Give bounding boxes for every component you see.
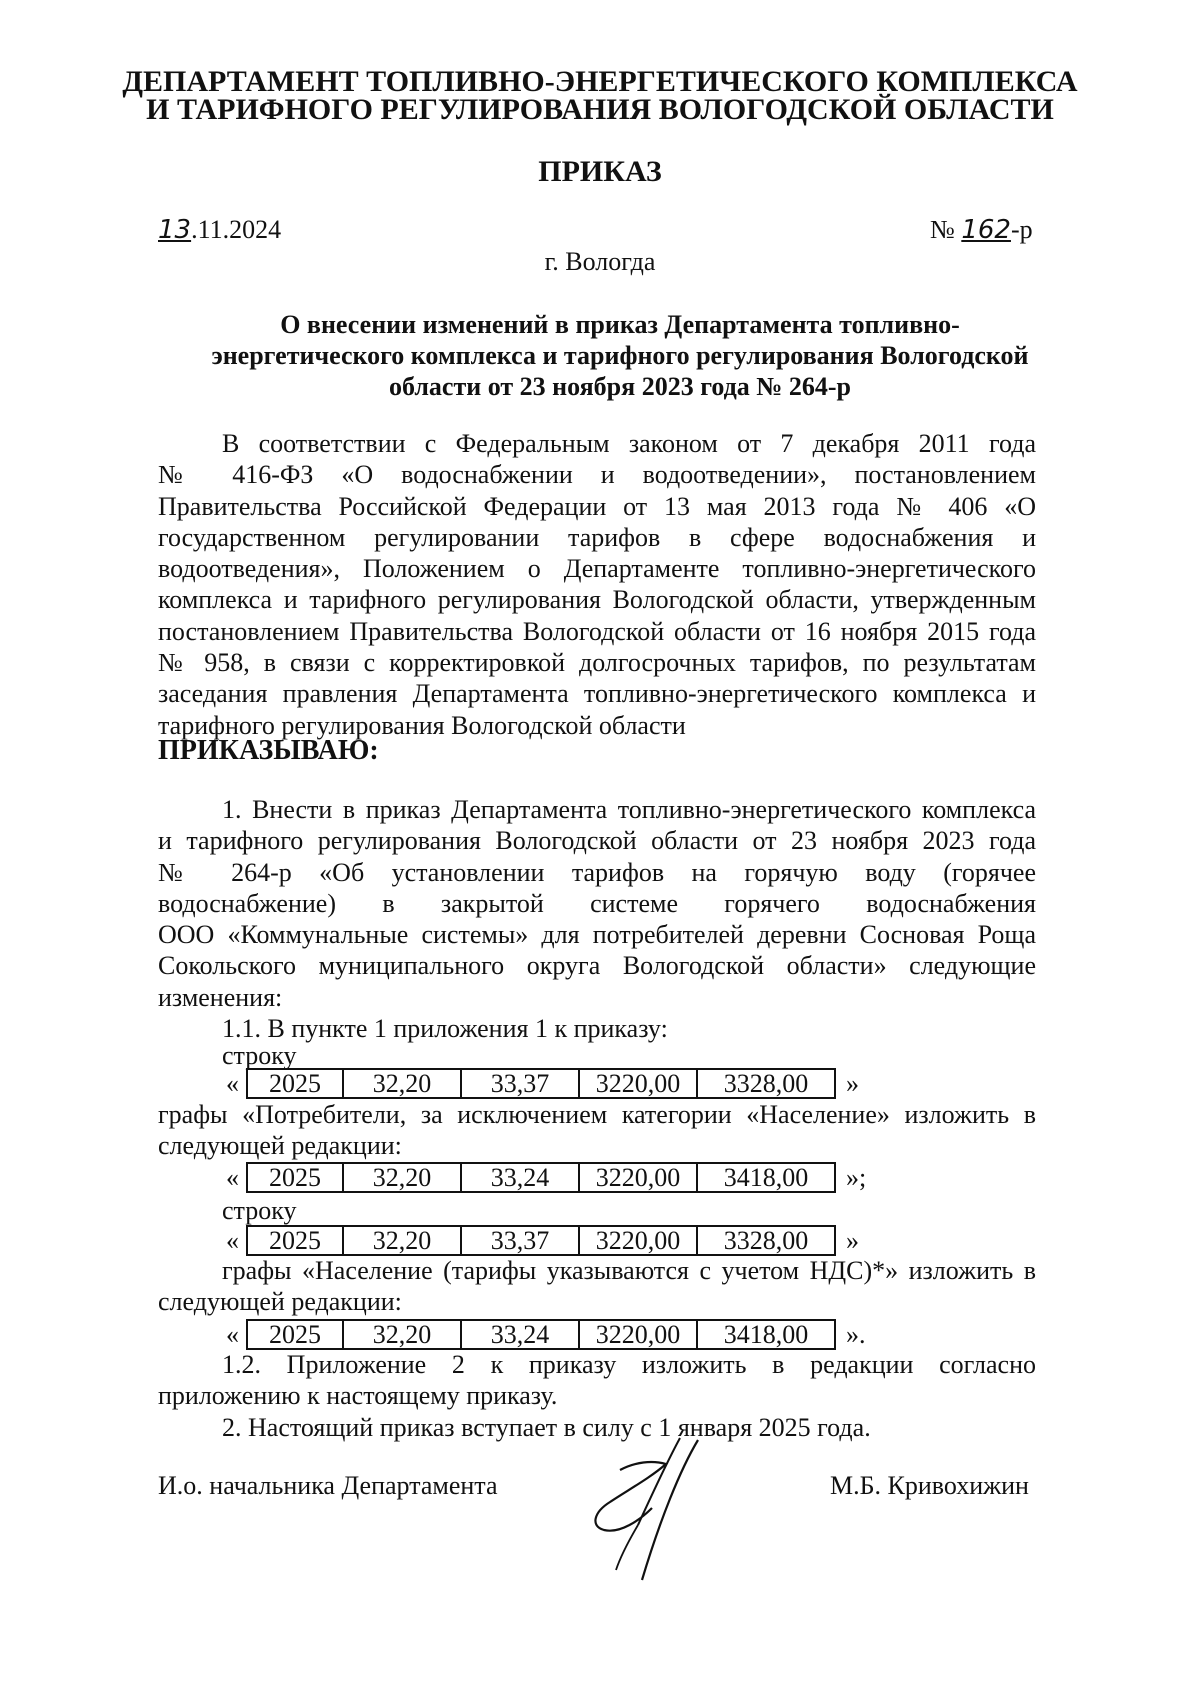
department-name-line1: ДЕПАРТАМЕНТ ТОПЛИВНО-ЭНЕРГЕТИЧЕСКОГО КОМПЛЕКСА — [122, 65, 1078, 98]
item-1 — [158, 794, 1036, 1044]
preamble — [158, 428, 1036, 741]
quote-close: » — [846, 1069, 859, 1098]
quote-close: ». — [846, 1320, 866, 1349]
item-line: водоснабжение) в закрытой системе горячего водоснабжения — [158, 888, 1036, 918]
cell-value: 3418,00 — [697, 1163, 835, 1192]
item-line: приложению к настоящему приказу. — [158, 1381, 558, 1411]
graph-line: графы «Население (тарифы указываются с учетом НДС)*» изложить в — [222, 1256, 1036, 1285]
quote-open: « — [226, 1069, 239, 1098]
cell-value: 32,20 — [343, 1226, 461, 1255]
cell-year: 2025 — [247, 1163, 343, 1192]
cell-year: 2025 — [247, 1320, 343, 1349]
tariff-row-old — [246, 1225, 836, 1256]
graph-line: следующей редакции: — [158, 1131, 402, 1161]
quote-close: » — [846, 1226, 859, 1255]
preamble-line: тарифного регулирования Вологодской области — [158, 710, 686, 740]
graph-line: графы «Потребители, за исключением категории «Население» изложить в — [158, 1100, 1036, 1129]
city: г. Вологда — [544, 247, 656, 276]
title-line1: О внесении изменений в приказ Департамента топливно- — [280, 310, 960, 339]
number-suffix: -р — [1010, 215, 1033, 244]
cell-year: 2025 — [247, 1226, 343, 1255]
signatory-name: М.Б. Кривохижин — [830, 1471, 1029, 1500]
preamble-line: комплекса и тарифного регулирования Вологодской области, утвержденным — [158, 585, 1036, 615]
preamble-line: В соответствии с Федеральным законом от 7 декабря 2011 года — [222, 429, 1036, 458]
tariff-row-new — [246, 1319, 836, 1350]
item-1-2 — [158, 1349, 1036, 1443]
date-rest: .11.2024 — [191, 215, 282, 244]
cell-value: 32,20 — [343, 1163, 461, 1192]
cell-value: 3220,00 — [579, 1069, 697, 1098]
item-line: 1.2. Приложение 2 к приказу изложить в редакции согласно — [222, 1350, 1036, 1379]
cell-value: 3220,00 — [579, 1320, 697, 1349]
preamble-line: Правительства Российской Федерации от 13 мая 2013 года № 406 «О — [158, 491, 1036, 521]
item-line: Сокольского муниципального округа Вологодской области» следующие — [158, 951, 1036, 981]
date-day-handwritten: 13 — [158, 215, 192, 245]
cell-value: 33,24 — [461, 1163, 579, 1192]
cell-value: 33,37 — [461, 1226, 579, 1255]
order-word: ПРИКАЗЫВАЮ: — [158, 735, 379, 766]
item-line: ООО «Коммунальные системы» для потребителей деревни Сосновая Роща — [158, 920, 1036, 950]
preamble-line: заседания правления Департамента топливно-энергетического комплекса и — [158, 679, 1036, 709]
cell-value: 3328,00 — [697, 1069, 835, 1098]
tariff-row-new — [246, 1162, 836, 1193]
quote-open: « — [226, 1226, 239, 1255]
number-prefix: № — [930, 215, 962, 244]
cell-value: 3328,00 — [697, 1226, 835, 1255]
item-line: № 264-р «Об установлении тарифов на горячую воду (горячее — [158, 857, 1036, 887]
cell-value: 3220,00 — [579, 1163, 697, 1192]
graph-2 — [158, 1255, 1036, 1318]
graph-line: следующей редакции: — [158, 1287, 402, 1317]
title-line3: области от 23 ноября 2023 года № 264-р — [388, 372, 852, 401]
preamble-line: водоотведения», Положением о Департаменте топливно-энергетического — [158, 554, 1036, 584]
cell-value: 3418,00 — [697, 1320, 835, 1349]
preamble-line: № 416-ФЗ «О водоснабжении и водоотведении», постановлением — [158, 460, 1036, 490]
preamble-line: № 958, в связи с корректировкой долгосрочных тарифов, по результатам — [158, 648, 1036, 678]
cell-value: 33,24 — [461, 1320, 579, 1349]
item-line: и тарифного регулирования Вологодской области от 23 ноября 2023 года — [158, 826, 1036, 856]
item-2: 2. Настоящий приказ вступает в силу с 1 января 2025 года. — [222, 1412, 871, 1442]
graph-1 — [158, 1099, 1036, 1162]
quote-open: « — [226, 1163, 239, 1192]
word-stroku: строку — [222, 1041, 297, 1070]
department-name-line2: И ТАРИФНОГО РЕГУЛИРОВАНИЯ ВОЛОГОДСКОЙ ОБЛАСТИ — [146, 93, 1054, 126]
number-handwritten: 162 — [961, 215, 1011, 245]
preamble-line: государственном регулировании тарифов в сфере водоснабжения и — [158, 522, 1036, 552]
signatory-position: И.о. начальника Департамента — [158, 1471, 498, 1500]
cell-value: 33,37 — [461, 1069, 579, 1098]
item-line: изменения: — [158, 982, 283, 1012]
word-stroku: строку — [222, 1196, 297, 1225]
cell-value: 32,20 — [343, 1069, 461, 1098]
title-line2: энергетического комплекса и тарифного регулирования Вологодской — [211, 341, 1029, 370]
quote-close: »; — [846, 1163, 867, 1192]
cell-value: 3220,00 — [579, 1226, 697, 1255]
handwritten-signature — [580, 1430, 730, 1595]
cell-year: 2025 — [247, 1069, 343, 1098]
item-1-1: 1.1. В пункте 1 приложения 1 к приказу: — [222, 1014, 668, 1044]
preamble-line: постановлением Правительства Вологодской области от 16 ноября 2015 года — [158, 616, 1036, 646]
order-number — [930, 214, 1033, 246]
item-line: 1. Внести в приказ Департамента топливно-энергетического комплекса — [222, 795, 1036, 824]
document-type: ПРИКАЗ — [538, 155, 662, 188]
cell-value: 32,20 — [343, 1320, 461, 1349]
quote-open: « — [226, 1320, 239, 1349]
tariff-row-old — [246, 1068, 836, 1099]
order-date — [158, 214, 281, 246]
